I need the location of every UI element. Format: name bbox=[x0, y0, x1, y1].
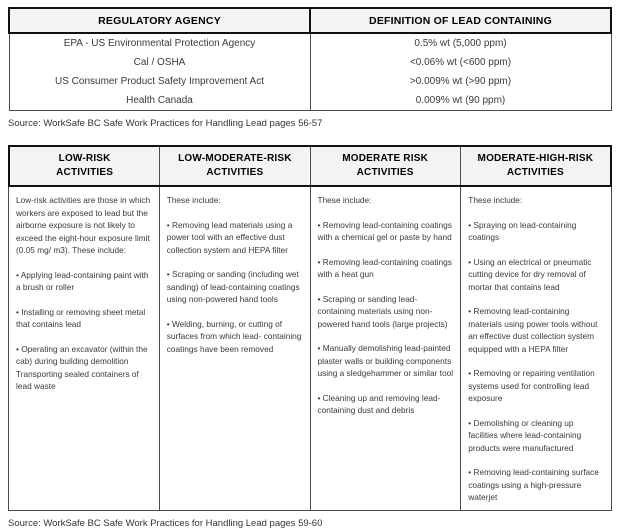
risk-bullet-item: • Using an electrical or pneumatic cutting device for dry removal of mortar that contains lead bbox=[468, 256, 592, 292]
definition-cell: <0.06% wt (<600 ppm) bbox=[310, 53, 611, 72]
risk-bullet-item: • Removing lead materials using a power tool with an effective dust collection system and HEPA filter bbox=[166, 219, 293, 255]
regulatory-table-row bbox=[9, 91, 611, 111]
risk-column-intro: Low-risk activities are those in which workers are exposed to lead but the airborne exposure is not likely to exceed the eight-hour exposure limit (0.05 mg/ m3). These include: bbox=[16, 195, 151, 255]
risk-bullet-item: • Removing lead-containing coatings with a heat gun bbox=[317, 256, 452, 279]
risk-table-source: Source: WorkSafe BC Safe Work Practices for Handling Lead pages 59-60 bbox=[8, 517, 323, 529]
definition-cell: 0.009% wt (90 ppm) bbox=[310, 91, 611, 111]
risk-bullet-item: • Demolishing or cleaning up facilities where lead-containing products were manufactured bbox=[468, 417, 582, 453]
risk-bullet-item: • Welding, burning, or cutting of surfaces from which lead- containing coatings have been removed bbox=[166, 318, 302, 354]
risk-column-header: LOW-RISK ACTIVITIES bbox=[10, 147, 160, 185]
regulatory-agency-column-header: REGULATORY AGENCY bbox=[9, 8, 310, 33]
regulatory-agency-table bbox=[8, 7, 612, 111]
risk-column-header: LOW-MODERATE-RISK ACTIVITIES bbox=[160, 147, 310, 185]
risk-activities-table bbox=[8, 145, 612, 511]
risk-column-intro: These include: bbox=[317, 195, 372, 205]
regulatory-table-row bbox=[9, 33, 611, 53]
agency-cell: Cal / OSHA bbox=[9, 53, 310, 72]
risk-bullet-item: • Removing lead-containing surface coatings using a high-pressure waterjet bbox=[468, 467, 599, 502]
risk-bullet-item: • Applying lead-containing paint with a brush or roller bbox=[16, 269, 149, 292]
risk-bullet-item: • Removing lead-containing materials using power tools without an effective dust collection system equipped with a HEPA filter bbox=[468, 306, 598, 354]
regulatory-table-header bbox=[9, 8, 611, 33]
risk-column-header: MODERATE RISK ACTIVITIES bbox=[311, 147, 461, 185]
risk-bullet-item: • Operating an excavator (within the cab) during building demolition Transporting sealed containers of lead waste bbox=[16, 343, 148, 391]
risk-bullet-item: • Scraping or sanding lead-containing materials using non-powered hand tools (large projects) bbox=[317, 293, 448, 329]
risk-column-cell bbox=[160, 187, 311, 510]
risk-column-header: MODERATE-HIGH-RISK ACTIVITIES bbox=[477, 153, 594, 178]
top-table-source: Source: WorkSafe BC Safe Work Practices for Handling Lead pages 56-57 bbox=[8, 118, 323, 129]
risk-column-cell bbox=[461, 187, 611, 510]
risk-bullet-item: • Installing or removing sheet metal that contains lead bbox=[16, 306, 146, 329]
risk-bullet-item: • Scraping or sanding (including wet sanding) of lead-containing coatings using non-powered hand tools bbox=[166, 269, 300, 304]
definition-cell: >0.009% wt (>90 ppm) bbox=[310, 72, 611, 91]
risk-bullet-item: • Removing or repairing ventilation systems used for controlling lead exposure bbox=[468, 368, 595, 403]
risk-bullet-item: • Manually demolishing lead-painted plaster walls or building components using a sledgehammer or similar tool bbox=[317, 343, 454, 378]
risk-table-body bbox=[8, 187, 612, 511]
regulatory-table-body bbox=[9, 33, 611, 111]
definition-cell: 0.5% wt (5,000 ppm) bbox=[310, 33, 611, 53]
risk-bullet-item: • Spraying on lead-containing coatings bbox=[468, 219, 577, 242]
risk-bullet-item: • Cleaning up and removing lead-containing dust and debris bbox=[317, 392, 441, 415]
agency-cell: EPA - US Environmental Protection Agency bbox=[9, 33, 310, 53]
regulatory-table-row bbox=[9, 53, 611, 72]
regulatory-table-row bbox=[9, 72, 611, 91]
agency-cell: US Consumer Product Safety Improvement Act bbox=[9, 72, 310, 91]
agency-cell: Health Canada bbox=[9, 91, 310, 111]
risk-column-cell bbox=[9, 187, 160, 510]
lead-definition-column-header: DEFINITION OF LEAD CONTAINING bbox=[310, 8, 611, 33]
risk-column-intro: These include: bbox=[468, 195, 523, 205]
risk-column-cell bbox=[311, 187, 462, 510]
risk-bullet-item: • Removing lead-containing coatings with a chemical gel or paste by hand bbox=[317, 219, 452, 242]
risk-column-intro: These include: bbox=[166, 195, 221, 205]
risk-table-header-row bbox=[8, 145, 612, 187]
